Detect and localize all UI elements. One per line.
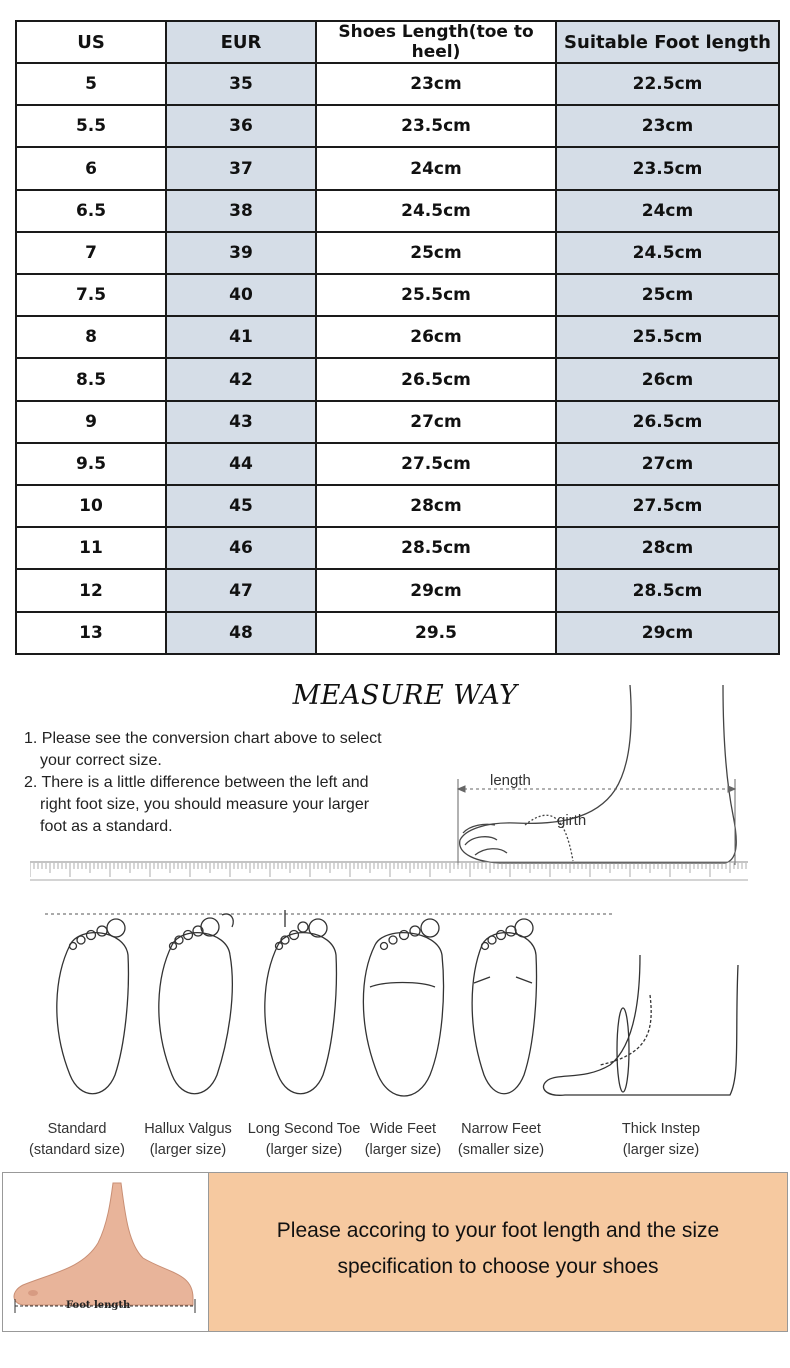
- foot-type-name: Long Second Toe: [247, 1121, 361, 1137]
- header-shoe-length: Shoes Length(toe to heel): [316, 21, 556, 63]
- foot-type-size: (larger size): [364, 1142, 442, 1158]
- cell-eur: 48: [166, 612, 316, 654]
- cell-eur: 43: [166, 401, 316, 443]
- foot-type-thick-instep: [601, 1119, 721, 1161]
- table-row: [16, 612, 779, 654]
- cell-foot-length: 23cm: [556, 105, 779, 147]
- foot-type-narrow-feet: [441, 1119, 561, 1161]
- cell-us: 5.5: [16, 105, 166, 147]
- cell-shoe-length: 25.5cm: [316, 274, 556, 316]
- cell-foot-length: 25.5cm: [556, 316, 779, 358]
- foot-types-illustration: [30, 895, 770, 1105]
- cell-foot-length: 28cm: [556, 527, 779, 569]
- cell-foot-length: 26.5cm: [556, 401, 779, 443]
- cell-foot-length: 27.5cm: [556, 485, 779, 527]
- table-row: [16, 569, 779, 611]
- cell-us: 8.5: [16, 358, 166, 400]
- table-row: [16, 485, 779, 527]
- foot-length-photo: [3, 1173, 209, 1331]
- table-row: [16, 232, 779, 274]
- cell-us: 13: [16, 612, 166, 654]
- length-label: length: [490, 772, 531, 789]
- foot-type-standard: [17, 1119, 137, 1161]
- cell-foot-length: 28.5cm: [556, 569, 779, 611]
- table-row: [16, 443, 779, 485]
- cell-shoe-length: 29cm: [316, 569, 556, 611]
- foot-length-label: Foot length: [66, 1300, 131, 1311]
- cell-shoe-length: 25cm: [316, 232, 556, 274]
- banner-line-2: specification to choose your shoes: [337, 1255, 659, 1278]
- cell-foot-length: 25cm: [556, 274, 779, 316]
- cell-us: 12: [16, 569, 166, 611]
- cell-shoe-length: 28cm: [316, 485, 556, 527]
- measure-notes: [24, 728, 384, 838]
- cell-eur: 44: [166, 443, 316, 485]
- foot-type-size: (standard size): [29, 1142, 125, 1158]
- foot-type-size: (larger size): [149, 1142, 227, 1158]
- cell-us: 6: [16, 147, 166, 189]
- header-us: US: [16, 21, 166, 63]
- size-chart-table: [15, 20, 780, 655]
- table-row: [16, 147, 779, 189]
- cell-eur: 42: [166, 358, 316, 400]
- table-row: [16, 190, 779, 232]
- foot-type-name: Narrow Feet: [461, 1121, 541, 1137]
- header-eur: EUR: [166, 21, 316, 63]
- cell-foot-length: 24.5cm: [556, 232, 779, 274]
- cell-shoe-length: 29.5: [316, 612, 556, 654]
- banner-message: [209, 1213, 787, 1285]
- foot-type-name: Thick Instep: [621, 1121, 701, 1137]
- note-2: 2. There is a little difference between the left and right foot size, you should measure your larger foot as a standard.: [24, 774, 370, 835]
- table-row: [16, 316, 779, 358]
- cell-shoe-length: 28.5cm: [316, 527, 556, 569]
- cell-foot-length: 22.5cm: [556, 63, 779, 105]
- cell-shoe-length: 24.5cm: [316, 190, 556, 232]
- table-row: [16, 274, 779, 316]
- cell-eur: 35: [166, 63, 316, 105]
- cell-us: 8: [16, 316, 166, 358]
- foot-type-size: (smaller size): [457, 1142, 545, 1158]
- cell-foot-length: 24cm: [556, 190, 779, 232]
- foot-type-size: (larger size): [622, 1142, 700, 1158]
- foot-type-name: Hallux Valgus: [144, 1121, 232, 1137]
- table-row: [16, 527, 779, 569]
- foot-type-name: Wide Feet: [369, 1121, 437, 1137]
- cell-shoe-length: 26.5cm: [316, 358, 556, 400]
- cell-us: 9.5: [16, 443, 166, 485]
- foot-type-hallux-valgus: [128, 1119, 248, 1161]
- header-foot-length: Suitable Foot length: [556, 21, 779, 63]
- girth-label: girth: [557, 812, 587, 829]
- cell-shoe-length: 27.5cm: [316, 443, 556, 485]
- cell-eur: 47: [166, 569, 316, 611]
- table-header-row: [16, 21, 779, 63]
- size-table-body: [16, 63, 779, 654]
- cell-us: 7.5: [16, 274, 166, 316]
- cell-us: 6.5: [16, 190, 166, 232]
- cell-us: 5: [16, 63, 166, 105]
- table-row: [16, 358, 779, 400]
- table-row: [16, 63, 779, 105]
- table-row: [16, 401, 779, 443]
- cell-eur: 40: [166, 274, 316, 316]
- cell-shoe-length: 26cm: [316, 316, 556, 358]
- cell-us: 11: [16, 527, 166, 569]
- cell-shoe-length: 23cm: [316, 63, 556, 105]
- cell-foot-length: 23.5cm: [556, 147, 779, 189]
- cell-us: 7: [16, 232, 166, 274]
- cell-us: 9: [16, 401, 166, 443]
- cell-foot-length: 26cm: [556, 358, 779, 400]
- cell-shoe-length: 27cm: [316, 401, 556, 443]
- cell-eur: 46: [166, 527, 316, 569]
- cell-us: 10: [16, 485, 166, 527]
- cell-eur: 41: [166, 316, 316, 358]
- foot-type-size: (larger size): [265, 1142, 343, 1158]
- foot-type-name: Standard: [47, 1121, 107, 1137]
- banner-message-panel: [209, 1173, 787, 1331]
- cell-eur: 36: [166, 105, 316, 147]
- measure-way-title: MEASURE WAY: [292, 680, 518, 711]
- cell-foot-length: 29cm: [556, 612, 779, 654]
- cell-eur: 39: [166, 232, 316, 274]
- cell-eur: 38: [166, 190, 316, 232]
- table-row: [16, 105, 779, 147]
- cell-shoe-length: 23.5cm: [316, 105, 556, 147]
- banner-line-1: Please accoring to your foot length and the size: [276, 1219, 720, 1242]
- size-advice-banner: [2, 1172, 788, 1332]
- cell-eur: 45: [166, 485, 316, 527]
- cell-foot-length: 27cm: [556, 443, 779, 485]
- cell-eur: 37: [166, 147, 316, 189]
- ruler-graphic: [30, 860, 748, 882]
- cell-shoe-length: 24cm: [316, 147, 556, 189]
- note-1: 1. Please see the conversion chart above to select your correct size.: [24, 730, 382, 769]
